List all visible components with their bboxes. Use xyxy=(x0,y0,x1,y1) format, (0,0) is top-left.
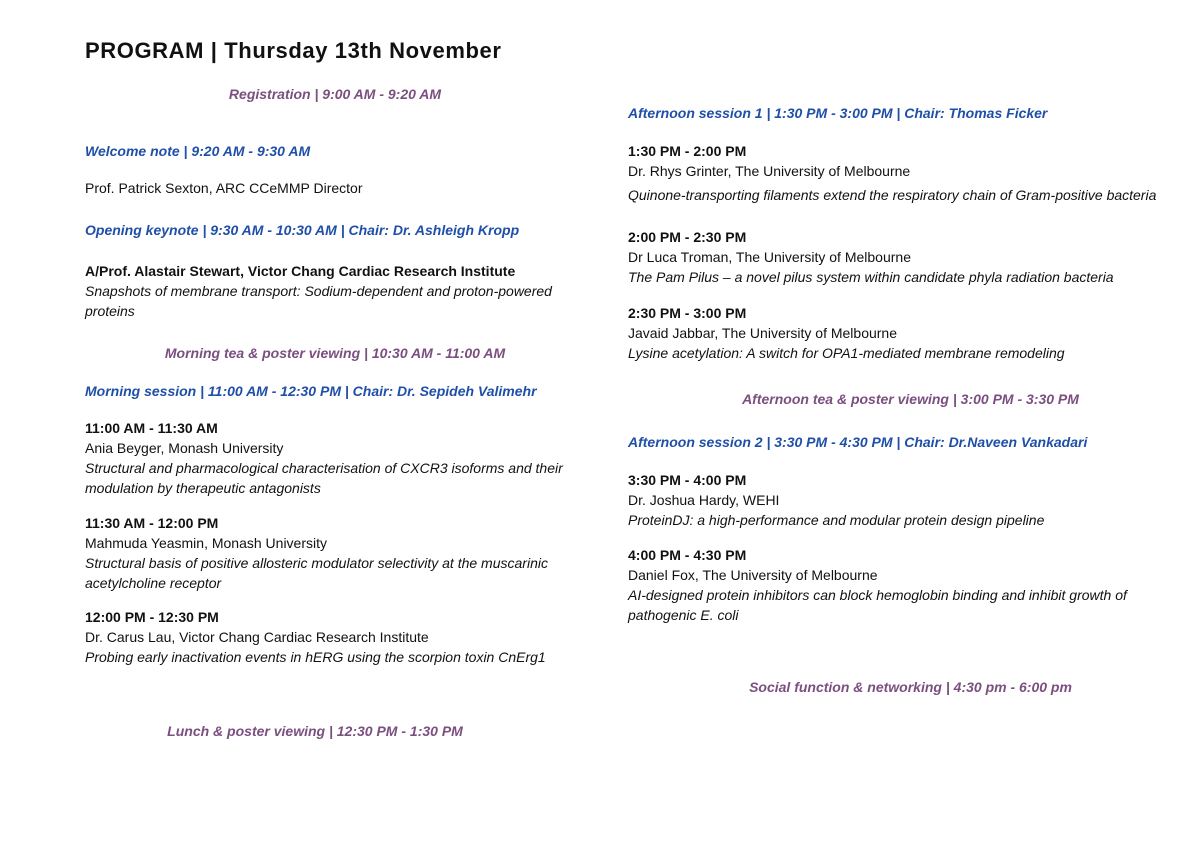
welcome-speaker: Prof. Patrick Sexton, ARC CCeMMP Director xyxy=(85,180,363,196)
talk-time: 12:00 PM - 12:30 PM xyxy=(85,609,219,625)
morning-session-heading: Morning session | 11:00 AM - 12:30 PM | Chair: Dr. Sepideh Valimehr xyxy=(85,383,537,399)
talk-speaker: Ania Beyger, Monash University xyxy=(85,440,284,456)
afternoon-tea-break: Afternoon tea & poster viewing | 3:00 PM - 3:30 PM xyxy=(742,391,1079,407)
talk-speaker: Javaid Jabbar, The University of Melbourne xyxy=(628,325,897,341)
talk-title: The Pam Pilus – a novel pilus system within candidate phyla radiation bacteria xyxy=(628,269,1114,285)
talk-title: Probing early inactivation events in hERG using the scorpion toxin CnErg1 xyxy=(85,649,546,665)
talk-time: 4:00 PM - 4:30 PM xyxy=(628,547,747,563)
keynote-talk-title: Snapshots of membrane transport: Sodium-dependent and proton-powered proteins xyxy=(85,283,552,319)
lunch-break: Lunch & poster viewing | 12:30 PM - 1:30 PM xyxy=(167,723,463,739)
talk-item xyxy=(628,470,1193,530)
registration-break: Registration | 9:00 AM - 9:20 AM xyxy=(228,86,442,102)
talk-item xyxy=(628,141,1193,205)
keynote-speaker: A/Prof. Alastair Stewart, Victor Chang Cardiac Research Institute xyxy=(85,263,516,279)
social-break: Social function & networking | 4:30 pm - 6:00 pm xyxy=(749,679,1072,695)
talk-speaker: Mahmuda Yeasmin, Monash University xyxy=(85,535,328,551)
talk-time: 11:30 AM - 12:00 PM xyxy=(85,515,219,531)
talk-speaker: Dr Luca Troman, The University of Melbourne xyxy=(628,249,911,265)
welcome-heading: Welcome note | 9:20 AM - 9:30 AM xyxy=(85,143,311,159)
talk-item xyxy=(85,418,585,498)
afternoon-session-2-heading: Afternoon session 2 | 3:30 PM - 4:30 PM | Chair: Dr.Naveen Vankadari xyxy=(628,434,1088,450)
afternoon-session-1-heading: Afternoon session 1 | 1:30 PM - 3:00 PM | Chair: Thomas Ficker xyxy=(628,105,1048,121)
talk-time: 2:00 PM - 2:30 PM xyxy=(628,229,747,245)
talk-speaker: Dr. Rhys Grinter, The University of Melbourne xyxy=(628,163,911,179)
talk-item xyxy=(628,303,1193,363)
talk-title: Quinone-transporting filaments extend the respiratory chain of Gram-positive bacteria xyxy=(628,187,1157,203)
talk-speaker: Dr. Carus Lau, Victor Chang Cardiac Research Institute xyxy=(85,629,429,645)
keynote-heading: Opening keynote | 9:30 AM - 10:30 AM | Chair: Dr. Ashleigh Kropp xyxy=(85,222,520,238)
talk-speaker: Dr. Joshua Hardy, WEHI xyxy=(628,492,780,508)
talk-time: 11:00 AM - 11:30 AM xyxy=(85,420,218,436)
talk-time: 1:30 PM - 2:00 PM xyxy=(628,143,747,159)
page-title: PROGRAM | Thursday 13th November xyxy=(85,38,502,63)
talk-time: 2:30 PM - 3:00 PM xyxy=(628,305,747,321)
morning-tea-break: Morning tea & poster viewing | 10:30 AM - 11:00 AM xyxy=(164,345,506,361)
talk-item xyxy=(85,607,585,667)
talk-item xyxy=(85,513,585,593)
talk-title: Lysine acetylation: A switch for OPA1-mediated membrane remodeling xyxy=(628,345,1065,361)
talk-speaker: Daniel Fox, The University of Melbourne xyxy=(628,567,878,583)
talk-title: Structural and pharmacological characterisation of CXCR3 isoforms and their modulation by therapeutic antagonists xyxy=(85,460,563,496)
talk-time: 3:30 PM - 4:00 PM xyxy=(628,472,747,488)
talk-title: ProteinDJ: a high-performance and modular protein design pipeline xyxy=(628,512,1045,528)
talk-item xyxy=(628,227,1193,287)
talk-item xyxy=(628,545,1193,625)
talk-title: Structural basis of positive allosteric modulator selectivity at the muscarinic acetylcholine receptor xyxy=(85,555,548,591)
talk-title: AI-designed protein inhibitors can block hemoglobin binding and inhibit growth of pathogenic E. coli xyxy=(628,587,1127,623)
